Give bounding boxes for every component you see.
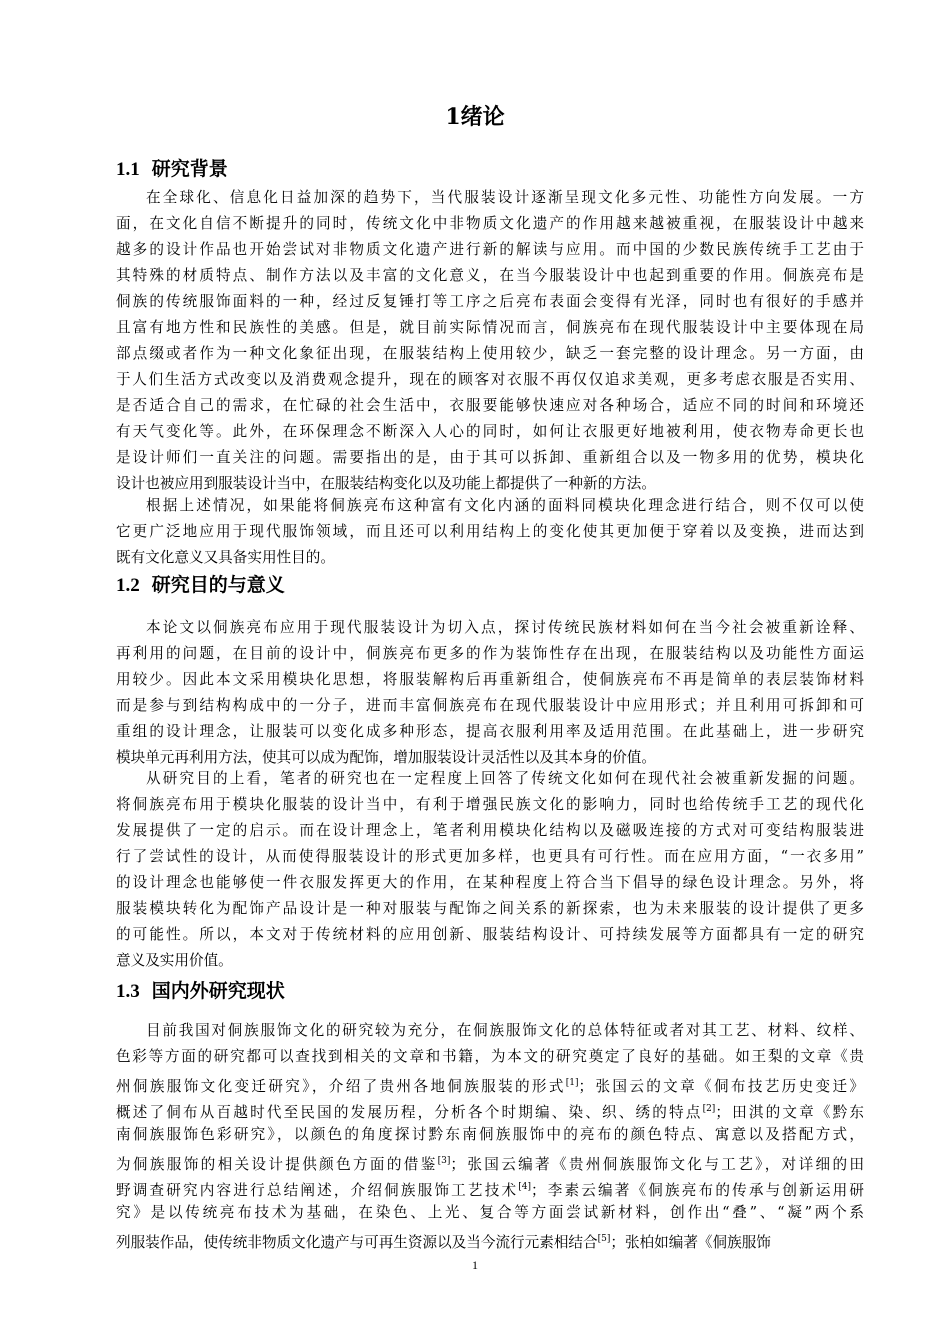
section-title: 研究目的与意义 [151, 574, 285, 596]
text-line: 设计也被应用到服装设计当中，在服装结构变化以及功能上都提供了一种新的方法。 [116, 475, 656, 492]
citation-marker: [4] [518, 1182, 531, 1192]
text-line: 且富有地方性和民族性的美感。但是，就目前实际情况而言，侗族亮布在现代服装设计中主要体现在局 [116, 319, 864, 336]
text-line: 其特殊的材质特点、制作方法以及丰富的文化意义，在当今服装设计中也起到重要的作用。侗族亮布是 [116, 267, 864, 284]
citation-marker: [5] [597, 1234, 611, 1244]
paragraph [116, 766, 864, 974]
section-number: 1.3 [116, 981, 140, 1002]
text-line: 色彩等方面的研究都可以查找到相关的文章和书籍，为本文的研究奠定了良好的基础。如王梨的文章《贵 [116, 1048, 864, 1065]
chapter-title: 1绪论 [445, 104, 505, 130]
citation-marker: [3] [437, 1156, 451, 1166]
text-line: 发展提供了一定的启示。而在设计理念上，笔者利用模块化结构以及磁吸连接的方式对可变结构服装进 [116, 822, 864, 839]
text-line: 是否适合自己的需求，在忙碌的社会生活中，衣服要能够快速应对各种场合，适应不同的时间和环境还 [116, 397, 864, 414]
text-line: 是设计师们一直关注的问题。需要指出的是，由于其可以拆卸、重新组合以及一物多用的优势，模块化 [116, 449, 864, 466]
citation-marker: [2] [702, 1104, 716, 1114]
text-line: 的可能性。所以，本文对于传统材料的应用创新、服装结构设计、可持续发展等方面都具有一定的研究 [116, 926, 864, 943]
text-line: 越多的设计作品也开始尝试对非物质文化遗产进行新的解读与应用。而中国的少数民族传统手工艺由于 [116, 241, 864, 258]
paragraph [116, 1018, 864, 1252]
text-line: 南侗族服饰色彩研究》，以颜色的角度探讨黔东南侗族服饰中的亮布的颜色特点、寓意以及搭配方式， [116, 1126, 864, 1143]
text-line: 有天气变化等。此外，在环保理念不断深入人心的同时，如何让衣服更好地被利用，使衣物寿命更长也 [116, 423, 864, 440]
text-line: 面，在文化自信不断提升的同时，传统文化中非物质文化遗产的作用越来越被重视，在服装设计中越来 [116, 215, 864, 232]
paragraph [116, 185, 864, 497]
page-number: 1 [472, 1258, 478, 1272]
text-line: 野调查研究内容进行总结阐述，介绍侗族服饰工艺技术[4]；李素云编著《侗族亮布的传承与创新运用研 [116, 1181, 864, 1199]
text-line: 将侗族亮布用于模块化服装的设计当中，有利于增强民族文化的影响力，同时也给传统手工艺的现代化 [116, 796, 864, 813]
section-heading [116, 570, 285, 601]
text-line: 侗族的传统服饰面料的一种，经过反复锤打等工序之后亮布表面会变得有光泽，同时也有很好的手感并 [116, 293, 864, 310]
text-line: 列服装作品，使传统非物质文化遗产与可再生资源以及当今流行元素相结合[5]；张柏如编著《侗族服饰 [116, 1233, 771, 1251]
section-title: 研究背景 [151, 158, 228, 180]
text-line: 究》是以传统亮布技术为基础，在染色、上光、复合等方面尝试新材料，创作出“叠”、“凝”两个系 [116, 1204, 864, 1221]
text-line: 既有文化意义又具备实用性目的。 [116, 549, 335, 566]
text-line: 根据上述情况，如果能将侗族亮布这种富有文化内涵的面料同模块化理念进行结合，则不仅可以使 [146, 497, 864, 514]
text-line: 本论文以侗族亮布应用于现代服装设计为切入点，探讨传统民族材料如何在当今社会被重新诠释、 [146, 619, 864, 636]
text-line: 州侗族服饰文化变迁研究》，介绍了贵州各地侗族服装的形式[1]；张国云的文章《侗布技艺历史变迁》 [116, 1077, 864, 1095]
text-line: 的设计理念也能够使一件衣服发挥更大的作用，在某种程度上符合当下倡导的绿色设计理念。另外，将 [116, 874, 864, 891]
text-line: 目前我国对侗族服饰文化的研究较为充分，在侗族服饰文化的总体特征或者对其工艺、材料、纹样、 [146, 1022, 864, 1039]
citation-marker: [1] [565, 1078, 579, 1088]
section-number: 1.1 [116, 159, 140, 180]
section-title: 国内外研究现状 [151, 980, 285, 1002]
text-line: 意义及实用价值。 [116, 952, 233, 969]
text-line: 行了尝试性的设计，从而使得服装设计的形式更加多样，也更具有可行性。而在应用方面，“一衣多用” [116, 848, 864, 865]
section-heading [116, 976, 285, 1007]
text-line: 从研究目的上看，笔者的研究也在一定程度上回答了传统文化如何在现代社会被重新发掘的问题。 [146, 770, 864, 787]
text-line: 于人们生活方式改变以及消费观念提升，现在的顾客对衣服不再仅仅追求美观，更多考虑衣服是否实用、 [116, 371, 864, 388]
text-line: 而是参与到结构构成中的一分子，进而丰富侗族亮布在现代服装设计中应用形式；并且利用可拆卸和可 [116, 697, 864, 714]
text-line: 概述了侗布从百越时代至民国的发展历程，分析各个时期编、染、织、绣的特点[2]；田淇的文章《黔东 [116, 1103, 864, 1121]
text-line: 用较少。因此本文采用模块化思想，将服装解构后再重新组合，使侗族亮布不再是简单的表层装饰材料 [116, 671, 864, 688]
text-line: 服装模块转化为配饰产品设计是一种对服装与配饰之间关系的新探索，也为未来服装的设计提供了更多 [116, 900, 864, 917]
text-line: 模块单元再利用方法，使其可以成为配饰，增加服装设计灵活性以及其本身的价值。 [116, 749, 656, 766]
paragraph [116, 493, 864, 571]
text-line: 再利用的问题，在目前的设计中，侗族亮布更多的作为装饰性存在出现，在服装结构以及功能性方面运 [116, 645, 864, 662]
text-line: 在全球化、信息化日益加深的趋势下，当代服装设计逐渐呈现文化多元性、功能性方向发展。一方 [146, 189, 864, 206]
paragraph [116, 615, 864, 771]
text-line: 它更广泛地应用于现代服饰领域，而且还可以利用结构上的变化使其更加便于穿着以及变换，进而达到 [116, 523, 864, 540]
section-number: 1.2 [116, 575, 140, 596]
section-heading [116, 154, 228, 185]
text-line: 部点缀或者作为一种文化象征出现，在服装结构上使用较少，缺乏一套完整的设计理念。另一方面，由 [116, 345, 864, 362]
text-line: 重组的设计理念，让服装可以变化成多种形态，提高衣服利用率及适用范围。在此基础上，进一步研究 [116, 723, 864, 740]
text-line: 为侗族服饰的相关设计提供颜色方面的借鉴[3]；张国云编著《贵州侗族服饰文化与工艺》，对详细的田 [116, 1155, 864, 1173]
